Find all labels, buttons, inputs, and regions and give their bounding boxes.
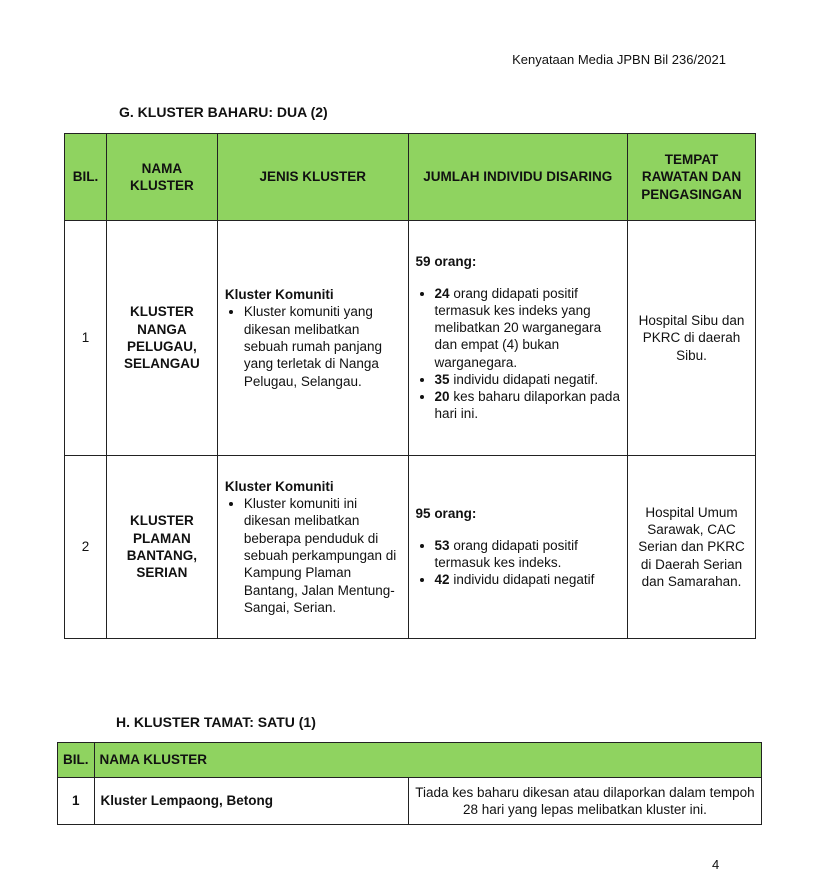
table-header-row [58,743,762,778]
column-header-bil: BIL. [58,743,95,778]
cell-nama-kluster: Kluster Lempaong, Betong [94,778,408,825]
document-reference: Kenyataan Media JPBN Bil 236/2021 [512,52,726,67]
list-item: • 53 orang didapati positif termasuk kes indeks. [435,537,621,572]
section-h-title: H. KLUSTER TAMAT: SATU (1) [116,714,316,730]
cell-bil: 2 [65,456,107,639]
cell-bil: 1 [65,221,107,456]
section-g-title: G. KLUSTER BAHARU: DUA (2) [119,104,328,120]
table-row [58,778,762,825]
cell-nama-kluster: KLUSTER NANGA PELUGAU, SELANGAU [106,221,217,456]
table-row [65,456,756,639]
column-header-tempat: TEMPAT RAWATAN DAN PENGASINGAN [628,134,756,221]
column-header-nama: NAMA KLUSTER [106,134,217,221]
cell-bil: 1 [58,778,95,825]
cell-jumlah [408,456,628,639]
jenis-description: • Kluster komuniti yang dikesan melibatkan sebuah rumah panjang yang terletak di Nanga Pelugau, Selangau. [244,303,401,389]
jenis-title: Kluster Komuniti [224,478,334,494]
jenis-description: • Kluster komuniti ini dikesan melibatkan beberapa penduduk di sebuah perkampungan di Kampung Plaman Bantang, Jalan Mentung-Sangai, Serian. [244,495,401,616]
list-item: • 42 individu didapati negatif [435,571,621,588]
list-item: • 20 kes baharu dilaporkan pada hari ini. [435,388,621,423]
list-item: • 35 individu didapati negatif. [435,371,621,388]
column-header-nama: NAMA KLUSTER [94,743,762,778]
cell-jenis-kluster [217,456,408,639]
column-header-bil: BIL. [65,134,107,221]
cell-nama-kluster: KLUSTER PLAMAN BANTANG, SERIAN [106,456,217,639]
page-number: 4 [712,857,720,872]
cell-jenis-kluster [217,221,408,456]
new-cluster-table [64,133,756,639]
ended-cluster-table [57,742,762,825]
jumlah-count: 95 orang: [415,506,477,522]
cell-tempat: Hospital Umum Sarawak, CAC Serian dan PKRC di Daerah Serian dan Samarahan. [628,456,756,639]
list-item: • 24 orang didapati positif termasuk kes indeks yang melibatkan 20 warganegara dan empat (4) bukan warganegara. [435,285,621,371]
jenis-title: Kluster Komuniti [224,287,334,303]
cell-tempat: Hospital Sibu dan PKRC di daerah Sibu. [628,221,756,456]
table-row [65,221,756,456]
cell-jumlah [408,221,628,456]
jumlah-count: 59 orang: [415,254,477,270]
cell-keterangan: Tiada kes baharu dikesan atau dilaporkan dalam tempoh 28 hari yang lepas melibatkan kluster ini. [408,778,761,825]
table-header-row [65,134,756,221]
column-header-jumlah: JUMLAH INDIVIDU DISARING [408,134,628,221]
column-header-jenis: JENIS KLUSTER [217,134,408,221]
